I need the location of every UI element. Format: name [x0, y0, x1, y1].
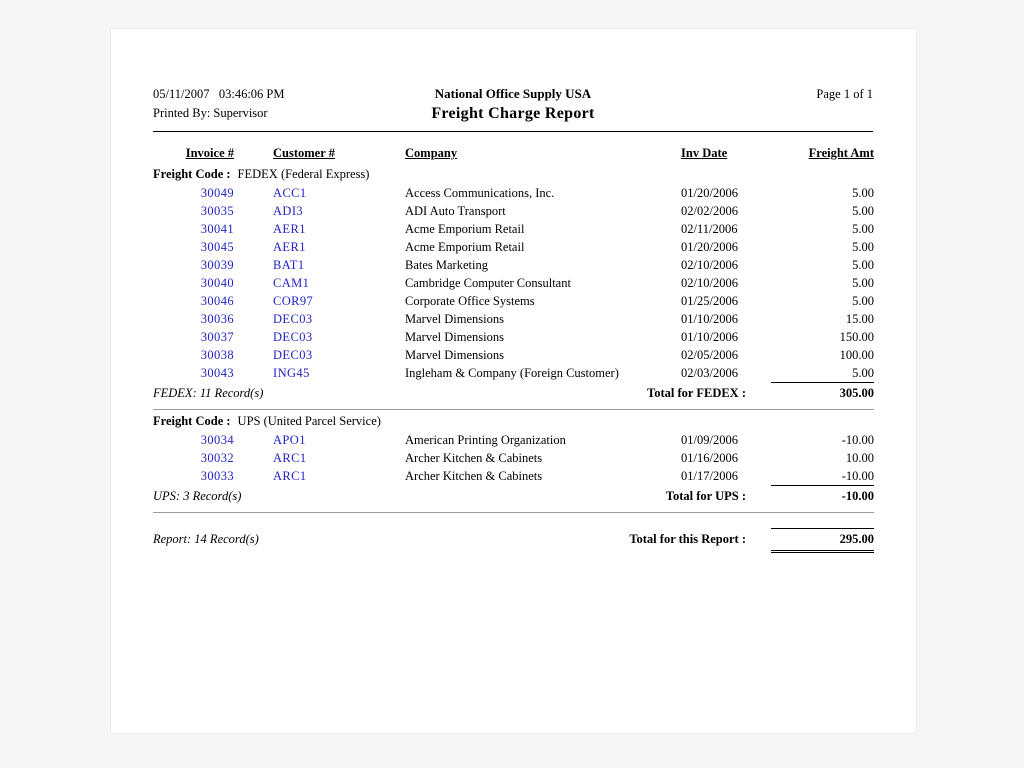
company-cell: Cambridge Computer Consultant: [405, 276, 571, 290]
spacer-row: [153, 514, 874, 528]
report-page: [110, 28, 917, 734]
table-row: [153, 220, 874, 238]
invoice-link[interactable]: 30045: [200, 240, 234, 254]
table-row: [153, 274, 874, 292]
inv-date-cell: 02/05/2006: [681, 348, 738, 362]
inv-date-cell: 01/25/2006: [681, 294, 738, 308]
customer-link[interactable]: AER1: [273, 240, 306, 254]
inv-date-cell: 01/09/2006: [681, 433, 738, 447]
inv-date-cell: 01/10/2006: [681, 330, 738, 344]
invoice-link[interactable]: 30036: [200, 312, 234, 326]
table-row: [153, 449, 874, 467]
freight-amt-cell: 5.00: [852, 186, 874, 200]
inv-date-cell: 01/17/2006: [681, 469, 738, 484]
table-row: [153, 346, 874, 364]
company-cell: Ingleham & Company (Foreign Customer): [405, 366, 619, 381]
company-title: National Office Supply USA: [434, 86, 592, 101]
company-cell: Bates Marketing: [405, 258, 488, 272]
customer-link[interactable]: BAT1: [273, 258, 305, 272]
customer-link[interactable]: ACC1: [273, 186, 307, 200]
company-cell: Marvel Dimensions: [405, 330, 504, 344]
page-title: Freight Charge Report: [431, 105, 595, 122]
company-cell: Marvel Dimensions: [405, 312, 504, 326]
customer-link[interactable]: DEC03: [273, 330, 313, 344]
freight-amt-cell: -10.00: [841, 433, 874, 447]
group-summary-row: [153, 383, 874, 405]
inv-date-cell: 01/20/2006: [681, 186, 738, 200]
company-cell: Corporate Office Systems: [405, 294, 535, 308]
col-header-invoice: Invoice #: [185, 146, 234, 160]
freight-amt-cell: 5.00: [852, 294, 874, 308]
table-row: [153, 238, 874, 256]
col-header-inv-date: Inv Date: [681, 146, 728, 160]
invoice-link[interactable]: 30040: [200, 276, 234, 290]
table-row: [153, 310, 874, 328]
freight-code-label: Freight Code :: [153, 414, 231, 428]
invoice-link[interactable]: 30041: [200, 222, 234, 236]
report-header: [153, 85, 873, 126]
customer-link[interactable]: ING45: [273, 366, 310, 381]
freight-code-value: UPS (United Parcel Service): [237, 414, 381, 428]
company-cell: Access Communications, Inc.: [405, 186, 555, 200]
company-cell: ADI Auto Transport: [405, 204, 506, 218]
table-row: [153, 202, 874, 220]
customer-link[interactable]: ADI3: [273, 204, 304, 218]
customer-link[interactable]: ARC1: [273, 451, 307, 465]
customer-link[interactable]: COR97: [273, 294, 314, 308]
inv-date-cell: 02/10/2006: [681, 258, 738, 272]
group-total-value: -10.00: [771, 486, 874, 508]
group-divider-line: [153, 409, 874, 410]
group-divider-line: [153, 512, 874, 513]
customer-link[interactable]: AER1: [273, 222, 306, 236]
table-row: [153, 256, 874, 274]
company-cell: Acme Emporium Retail: [405, 222, 525, 236]
invoice-link[interactable]: 30043: [200, 366, 234, 381]
table-row: [153, 184, 874, 202]
table-row: [153, 467, 874, 486]
table-row: [153, 364, 874, 383]
company-cell: Archer Kitchen & Cabinets: [405, 469, 543, 484]
freight-code-label: Freight Code :: [153, 167, 231, 181]
invoice-link[interactable]: 30049: [200, 186, 234, 200]
customer-link[interactable]: DEC03: [273, 348, 313, 362]
report-datetime: 05/11/2007 03:46:06 PM: [153, 87, 285, 101]
customer-link[interactable]: APO1: [273, 433, 306, 447]
customer-link[interactable]: CAM1: [273, 276, 310, 290]
group-header-row: [153, 411, 874, 431]
customer-link[interactable]: ARC1: [273, 469, 307, 484]
freight-amt-cell: 5.00: [852, 204, 874, 218]
inv-date-cell: 01/10/2006: [681, 312, 738, 326]
invoice-link[interactable]: 30035: [200, 204, 234, 218]
invoice-link[interactable]: 30037: [200, 330, 234, 344]
freight-amt-cell: 5.00: [852, 240, 874, 254]
header-divider-line: [153, 131, 873, 132]
freight-amt-cell: 150.00: [839, 330, 874, 344]
table-row: [153, 328, 874, 346]
report-record-count: Report: 14 Record(s): [153, 532, 259, 546]
report-total-row: [153, 528, 874, 551]
inv-date-cell: 02/03/2006: [681, 366, 738, 381]
report-content: [111, 29, 916, 553]
column-header-row: [153, 140, 874, 164]
invoice-link[interactable]: 30039: [200, 258, 234, 272]
col-header-company: Company: [405, 146, 458, 160]
group-total-label: Total for FEDEX :: [647, 385, 746, 400]
inv-date-cell: 02/10/2006: [681, 276, 738, 290]
company-cell: Marvel Dimensions: [405, 348, 504, 362]
col-header-freight-amt: Freight Amt: [808, 146, 874, 160]
invoice-link[interactable]: 30038: [200, 348, 234, 362]
invoice-link[interactable]: 30033: [200, 469, 234, 484]
table-row: [153, 292, 874, 310]
invoice-link[interactable]: 30032: [200, 451, 234, 465]
table-row: [153, 431, 874, 449]
freight-amt-cell: 5.00: [852, 366, 874, 380]
freight-charge-table: [153, 140, 874, 553]
freight-amt-cell: -10.00: [841, 469, 874, 483]
company-cell: Acme Emporium Retail: [405, 240, 525, 254]
group-record-count: FEDEX: 11 Record(s): [153, 385, 264, 400]
group-summary-row: [153, 486, 874, 508]
group-header-row: [153, 164, 874, 184]
group-total-label: Total for UPS :: [665, 488, 746, 503]
printed-by: Printed By: Supervisor: [153, 106, 268, 120]
group-record-count: UPS: 3 Record(s): [153, 488, 242, 503]
freight-amt-cell: 5.00: [852, 276, 874, 290]
freight-amt-cell: 5.00: [852, 258, 874, 272]
page-number: Page 1 of 1: [816, 87, 873, 101]
invoice-link[interactable]: 30046: [200, 294, 234, 308]
report-total-value: 295.00: [771, 528, 874, 551]
customer-link[interactable]: DEC03: [273, 312, 313, 326]
col-header-customer: Customer #: [273, 146, 335, 160]
company-cell: Archer Kitchen & Cabinets: [405, 451, 543, 465]
group-divider-row: [153, 404, 874, 411]
inv-date-cell: 02/11/2006: [681, 222, 738, 236]
freight-code-value: FEDEX (Federal Express): [237, 167, 370, 181]
freight-amt-cell: 100.00: [839, 348, 874, 362]
invoice-link[interactable]: 30034: [200, 433, 234, 447]
group-divider-row: [153, 507, 874, 514]
group-total-value: 305.00: [771, 383, 874, 405]
inv-date-cell: 02/02/2006: [681, 204, 738, 218]
company-cell: American Printing Organization: [405, 433, 566, 447]
inv-date-cell: 01/20/2006: [681, 240, 738, 254]
inv-date-cell: 01/16/2006: [681, 451, 738, 465]
freight-amt-cell: 5.00: [852, 222, 874, 236]
freight-amt-cell: 10.00: [845, 451, 874, 465]
freight-amt-cell: 15.00: [845, 312, 874, 326]
report-total-label: Total for this Report :: [629, 532, 746, 546]
